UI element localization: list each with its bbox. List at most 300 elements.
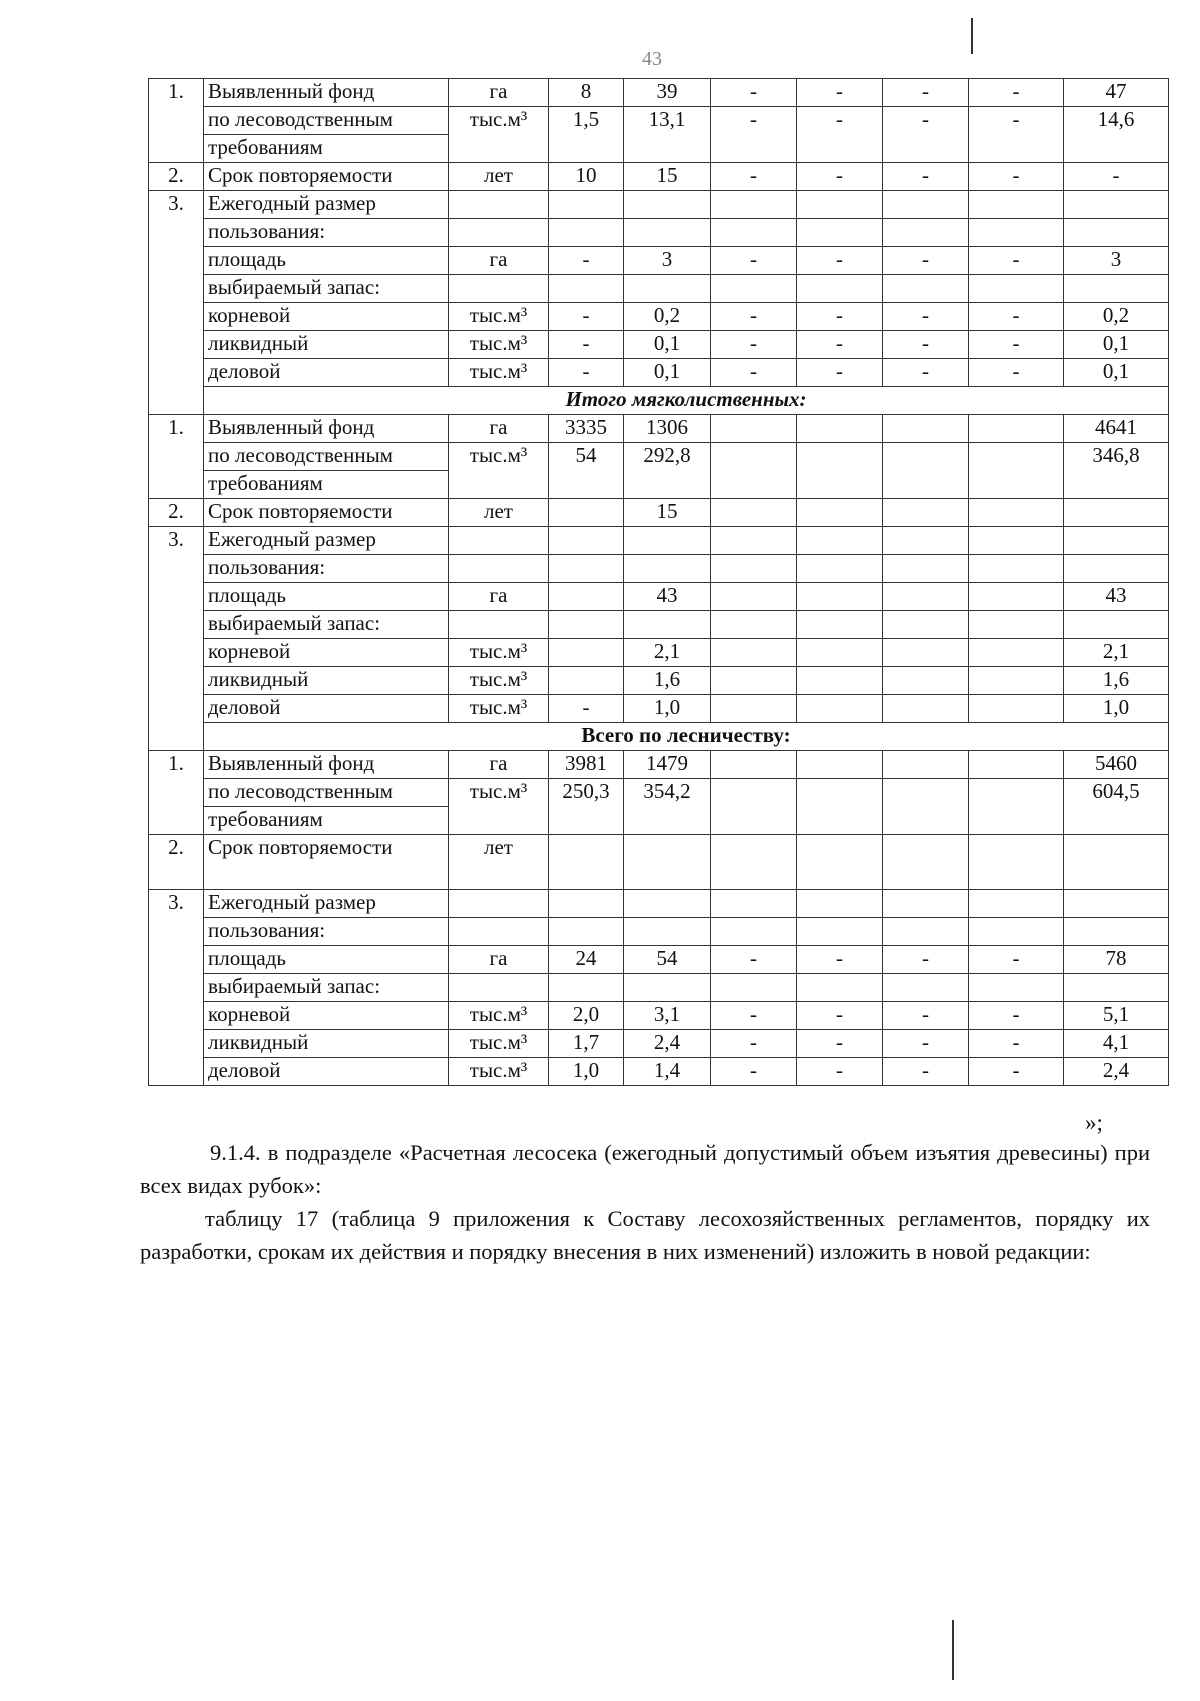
table-row	[149, 1058, 1169, 1086]
value-cell: 3	[624, 247, 711, 275]
value-cell: 0,2	[624, 303, 711, 331]
table-row	[149, 946, 1169, 974]
row-label: корневой	[204, 303, 449, 331]
value-cell	[549, 499, 624, 527]
closing-quote: »;	[1085, 1110, 1103, 1135]
value-cell: 0,2	[1064, 303, 1169, 331]
value-cell	[797, 695, 883, 723]
value-cell: 250,3	[549, 779, 624, 835]
table-row	[149, 191, 1169, 219]
empty-cell	[549, 918, 624, 946]
unit-cell: тыс.м³	[449, 695, 549, 723]
value-cell: 1,7	[549, 1030, 624, 1058]
empty-cell	[1064, 275, 1169, 303]
row-number: 1.	[149, 79, 204, 163]
value-cell: -	[797, 1058, 883, 1086]
table-row	[149, 835, 1169, 890]
empty-cell	[711, 918, 797, 946]
value-cell: -	[969, 163, 1064, 191]
value-cell: -	[711, 303, 797, 331]
unit-cell: лет	[449, 499, 549, 527]
empty-cell	[624, 275, 711, 303]
section-header-row	[149, 387, 1169, 415]
row-number: 2.	[149, 499, 204, 527]
row-label: площадь	[204, 583, 449, 611]
value-cell: 5,1	[1064, 1002, 1169, 1030]
table-row	[149, 1002, 1169, 1030]
empty-cell	[549, 611, 624, 639]
value-cell: -	[711, 359, 797, 387]
empty-cell	[797, 611, 883, 639]
row-label: выбираемый запас:	[204, 275, 449, 303]
empty-cell	[449, 527, 549, 555]
empty-cell	[549, 275, 624, 303]
row-label: по лесоводственным	[204, 443, 449, 471]
page-number: 43	[642, 48, 662, 70]
empty-cell	[1064, 555, 1169, 583]
value-cell: 1,0	[624, 695, 711, 723]
value-cell: 39	[624, 79, 711, 107]
unit-cell: тыс.м³	[449, 443, 549, 499]
value-cell: 0,1	[624, 331, 711, 359]
value-cell: 0,1	[1064, 331, 1169, 359]
unit-cell: га	[449, 415, 549, 443]
scan-artifact-line	[971, 18, 973, 54]
value-cell: 1,0	[1064, 695, 1169, 723]
empty-cell	[969, 219, 1064, 247]
row-label: корневой	[204, 639, 449, 667]
value-cell: -	[797, 331, 883, 359]
unit-cell: тыс.м³	[449, 667, 549, 695]
value-cell	[883, 499, 969, 527]
value-cell: -	[883, 1058, 969, 1086]
table-row	[149, 1030, 1169, 1058]
empty-cell	[797, 219, 883, 247]
row-label: пользования:	[204, 918, 449, 946]
value-cell: 2,1	[624, 639, 711, 667]
empty-cell	[1064, 890, 1169, 918]
empty-cell	[969, 555, 1064, 583]
value-cell: 54	[624, 946, 711, 974]
forest-use-table	[148, 78, 1169, 1086]
value-cell: -	[797, 359, 883, 387]
value-cell: 24	[549, 946, 624, 974]
value-cell: -	[883, 163, 969, 191]
value-cell: 1479	[624, 751, 711, 779]
value-cell: -	[883, 946, 969, 974]
empty-cell	[449, 918, 549, 946]
value-cell	[797, 415, 883, 443]
value-cell: 2,4	[624, 1030, 711, 1058]
row-label: площадь	[204, 247, 449, 275]
value-cell	[797, 779, 883, 835]
value-cell: -	[883, 107, 969, 163]
row-number: 2.	[149, 163, 204, 191]
value-cell: -	[549, 359, 624, 387]
value-cell: -	[883, 331, 969, 359]
paragraph-9-1-4: 9.1.4. в подразделе «Расчетная лесосека (ежегодный допустимый объем изъятия древесины) при всех видах рубок»:	[140, 1140, 1150, 1198]
value-cell: -	[549, 331, 624, 359]
table-row	[149, 890, 1169, 918]
empty-cell	[549, 974, 624, 1002]
value-cell	[883, 583, 969, 611]
value-cell: -	[797, 247, 883, 275]
value-cell	[711, 835, 797, 890]
empty-cell	[449, 555, 549, 583]
empty-cell	[797, 527, 883, 555]
value-cell: -	[883, 247, 969, 275]
row-label: по лесоводственным	[204, 107, 449, 135]
unit-cell: га	[449, 79, 549, 107]
value-cell: -	[797, 303, 883, 331]
value-cell: -	[969, 946, 1064, 974]
value-cell: -	[883, 1002, 969, 1030]
empty-cell	[797, 890, 883, 918]
value-cell: 1,6	[1064, 667, 1169, 695]
value-cell: 43	[624, 583, 711, 611]
value-cell: 604,5	[1064, 779, 1169, 835]
value-cell	[883, 751, 969, 779]
value-cell: 1,6	[624, 667, 711, 695]
empty-cell	[711, 219, 797, 247]
table-row	[149, 79, 1169, 107]
empty-cell	[797, 275, 883, 303]
empty-cell	[969, 974, 1064, 1002]
empty-cell	[624, 974, 711, 1002]
row-label: Ежегодный размер	[204, 890, 449, 918]
row-label: пользования:	[204, 555, 449, 583]
row-label: ликвидный	[204, 667, 449, 695]
table-row	[149, 974, 1169, 1002]
value-cell: -	[883, 1030, 969, 1058]
value-cell	[969, 443, 1064, 499]
empty-cell	[1064, 527, 1169, 555]
unit-cell: тыс.м³	[449, 1030, 549, 1058]
value-cell: -	[711, 163, 797, 191]
value-cell: 0,1	[624, 359, 711, 387]
table-row	[149, 583, 1169, 611]
value-cell	[797, 443, 883, 499]
value-cell: 2,0	[549, 1002, 624, 1030]
empty-cell	[883, 918, 969, 946]
empty-cell	[549, 219, 624, 247]
value-cell: 15	[624, 163, 711, 191]
unit-cell: лет	[449, 835, 549, 890]
value-cell	[969, 583, 1064, 611]
empty-cell	[449, 611, 549, 639]
row-number: 1.	[149, 751, 204, 835]
value-cell	[711, 443, 797, 499]
value-cell: 13,1	[624, 107, 711, 163]
value-cell	[969, 639, 1064, 667]
row-label: ликвидный	[204, 331, 449, 359]
table-row	[149, 443, 1169, 471]
empty-cell	[449, 974, 549, 1002]
value-cell	[883, 667, 969, 695]
value-cell: -	[711, 247, 797, 275]
row-number: 1.	[149, 415, 204, 499]
unit-cell: га	[449, 751, 549, 779]
value-cell: -	[969, 303, 1064, 331]
row-label: Ежегодный размер	[204, 527, 449, 555]
empty-cell	[711, 611, 797, 639]
empty-cell	[883, 974, 969, 1002]
empty-cell	[797, 191, 883, 219]
empty-cell	[449, 219, 549, 247]
unit-cell: тыс.м³	[449, 1002, 549, 1030]
unit-cell: тыс.м³	[449, 303, 549, 331]
row-label: деловой	[204, 359, 449, 387]
value-cell	[711, 667, 797, 695]
value-cell: 2,4	[1064, 1058, 1169, 1086]
value-cell	[549, 835, 624, 890]
value-cell: 354,2	[624, 779, 711, 835]
value-cell	[549, 583, 624, 611]
row-label: Выявленный фонд	[204, 415, 449, 443]
empty-cell	[549, 890, 624, 918]
row-number: 3.	[149, 527, 204, 751]
table-row	[149, 918, 1169, 946]
empty-cell	[1064, 611, 1169, 639]
table-row	[149, 667, 1169, 695]
unit-cell: га	[449, 247, 549, 275]
value-cell	[969, 415, 1064, 443]
table-row	[149, 247, 1169, 275]
value-cell: 10	[549, 163, 624, 191]
value-cell: -	[549, 247, 624, 275]
value-cell: 1,5	[549, 107, 624, 163]
value-cell: 78	[1064, 946, 1169, 974]
value-cell: 1,0	[549, 1058, 624, 1086]
value-cell: -	[969, 331, 1064, 359]
table-row	[149, 331, 1169, 359]
row-number: 2.	[149, 835, 204, 890]
value-cell	[1064, 499, 1169, 527]
row-label: деловой	[204, 1058, 449, 1086]
row-label: требованиям	[204, 471, 449, 499]
value-cell: -	[883, 359, 969, 387]
scan-artifact-line	[952, 1620, 954, 1680]
value-cell: 2,1	[1064, 639, 1169, 667]
value-cell	[969, 835, 1064, 890]
value-cell	[969, 667, 1064, 695]
section-header: Всего по лесничеству:	[204, 723, 1169, 751]
value-cell: 8	[549, 79, 624, 107]
row-label: Ежегодный размер	[204, 191, 449, 219]
value-cell: -	[969, 359, 1064, 387]
empty-cell	[711, 555, 797, 583]
unit-cell: га	[449, 583, 549, 611]
row-label: корневой	[204, 1002, 449, 1030]
value-cell: -	[797, 107, 883, 163]
value-cell: 47	[1064, 79, 1169, 107]
empty-cell	[711, 527, 797, 555]
empty-cell	[797, 555, 883, 583]
row-label: Срок повторяемости	[204, 163, 449, 191]
value-cell	[797, 583, 883, 611]
value-cell: 346,8	[1064, 443, 1169, 499]
value-cell: -	[797, 946, 883, 974]
empty-cell	[549, 191, 624, 219]
table-row	[149, 107, 1169, 135]
value-cell	[1064, 835, 1169, 890]
section-header-row	[149, 723, 1169, 751]
value-cell	[797, 667, 883, 695]
unit-cell: тыс.м³	[449, 359, 549, 387]
value-cell	[797, 639, 883, 667]
empty-cell	[1064, 219, 1169, 247]
row-label: деловой	[204, 695, 449, 723]
empty-cell	[624, 890, 711, 918]
value-cell: -	[969, 1058, 1064, 1086]
value-cell	[883, 443, 969, 499]
value-cell	[711, 695, 797, 723]
table-row	[149, 779, 1169, 807]
value-cell	[969, 695, 1064, 723]
empty-cell	[969, 527, 1064, 555]
value-cell	[883, 779, 969, 835]
value-cell	[969, 779, 1064, 835]
empty-cell	[797, 918, 883, 946]
value-cell	[969, 499, 1064, 527]
empty-cell	[1064, 191, 1169, 219]
row-label: пользования:	[204, 219, 449, 247]
empty-cell	[449, 275, 549, 303]
empty-cell	[549, 555, 624, 583]
empty-cell	[969, 918, 1064, 946]
empty-cell	[797, 974, 883, 1002]
unit-cell: лет	[449, 163, 549, 191]
empty-cell	[449, 890, 549, 918]
empty-cell	[624, 219, 711, 247]
value-cell: -	[969, 247, 1064, 275]
value-cell: 1,4	[624, 1058, 711, 1086]
value-cell: 3335	[549, 415, 624, 443]
table-row	[149, 415, 1169, 443]
value-cell: 43	[1064, 583, 1169, 611]
unit-cell: га	[449, 946, 549, 974]
value-cell	[711, 779, 797, 835]
empty-cell	[969, 611, 1064, 639]
unit-cell: тыс.м³	[449, 107, 549, 163]
value-cell	[797, 751, 883, 779]
row-label: Срок повторяемости	[204, 835, 449, 890]
value-cell	[883, 695, 969, 723]
value-cell: -	[797, 79, 883, 107]
row-label: выбираемый запас:	[204, 974, 449, 1002]
table-row	[149, 527, 1169, 555]
value-cell: 292,8	[624, 443, 711, 499]
value-cell: -	[883, 79, 969, 107]
value-cell: -	[711, 107, 797, 163]
empty-cell	[711, 275, 797, 303]
value-cell	[883, 835, 969, 890]
row-label: ликвидный	[204, 1030, 449, 1058]
value-cell: -	[549, 695, 624, 723]
value-cell: -	[883, 303, 969, 331]
table-row	[149, 639, 1169, 667]
empty-cell	[969, 275, 1064, 303]
table-row	[149, 303, 1169, 331]
row-label: требованиям	[204, 807, 449, 835]
value-cell	[711, 499, 797, 527]
empty-cell	[969, 890, 1064, 918]
value-cell	[711, 583, 797, 611]
empty-cell	[449, 191, 549, 219]
empty-cell	[883, 611, 969, 639]
empty-cell	[883, 890, 969, 918]
table-row	[149, 751, 1169, 779]
unit-cell: тыс.м³	[449, 639, 549, 667]
row-number: 3.	[149, 191, 204, 415]
value-cell: -	[969, 107, 1064, 163]
empty-cell	[1064, 918, 1169, 946]
value-cell: -	[969, 79, 1064, 107]
unit-cell: тыс.м³	[449, 1058, 549, 1086]
empty-cell	[883, 219, 969, 247]
value-cell: -	[1064, 163, 1169, 191]
paragraph-table-17: таблицу 17 (таблица 9 приложения к Составу лесохозяйственных регламентов, порядку их разработки, срокам их действия и порядку внесения в них изменений) изложить в новой редакции:	[140, 1206, 1150, 1264]
row-label: требованиям	[204, 135, 449, 163]
value-cell: -	[969, 1002, 1064, 1030]
value-cell: 3	[1064, 247, 1169, 275]
table-row	[149, 359, 1169, 387]
empty-cell	[624, 527, 711, 555]
table-row	[149, 163, 1169, 191]
section-header: Итого мягколиственных:	[204, 387, 1169, 415]
value-cell: 3,1	[624, 1002, 711, 1030]
table-row	[149, 275, 1169, 303]
value-cell: 4,1	[1064, 1030, 1169, 1058]
value-cell: -	[797, 1002, 883, 1030]
value-cell	[797, 835, 883, 890]
value-cell: 3981	[549, 751, 624, 779]
value-cell	[969, 751, 1064, 779]
value-cell	[711, 639, 797, 667]
unit-cell: тыс.м³	[449, 779, 549, 835]
value-cell: -	[711, 1058, 797, 1086]
table-row	[149, 219, 1169, 247]
value-cell: -	[969, 1030, 1064, 1058]
empty-cell	[1064, 974, 1169, 1002]
empty-cell	[624, 611, 711, 639]
row-label: Выявленный фонд	[204, 79, 449, 107]
empty-cell	[883, 275, 969, 303]
empty-cell	[624, 918, 711, 946]
empty-cell	[883, 191, 969, 219]
empty-cell	[624, 191, 711, 219]
table-row	[149, 695, 1169, 723]
value-cell	[797, 499, 883, 527]
value-cell: -	[711, 1002, 797, 1030]
value-cell	[549, 639, 624, 667]
empty-cell	[624, 555, 711, 583]
row-number: 3.	[149, 890, 204, 1086]
value-cell: 1306	[624, 415, 711, 443]
value-cell: -	[711, 331, 797, 359]
value-cell: 5460	[1064, 751, 1169, 779]
value-cell: -	[711, 946, 797, 974]
row-label: площадь	[204, 946, 449, 974]
empty-cell	[969, 191, 1064, 219]
empty-cell	[711, 974, 797, 1002]
row-label: Выявленный фонд	[204, 751, 449, 779]
value-cell	[711, 751, 797, 779]
table-row	[149, 555, 1169, 583]
value-cell	[624, 835, 711, 890]
row-label: выбираемый запас:	[204, 611, 449, 639]
value-cell	[883, 415, 969, 443]
